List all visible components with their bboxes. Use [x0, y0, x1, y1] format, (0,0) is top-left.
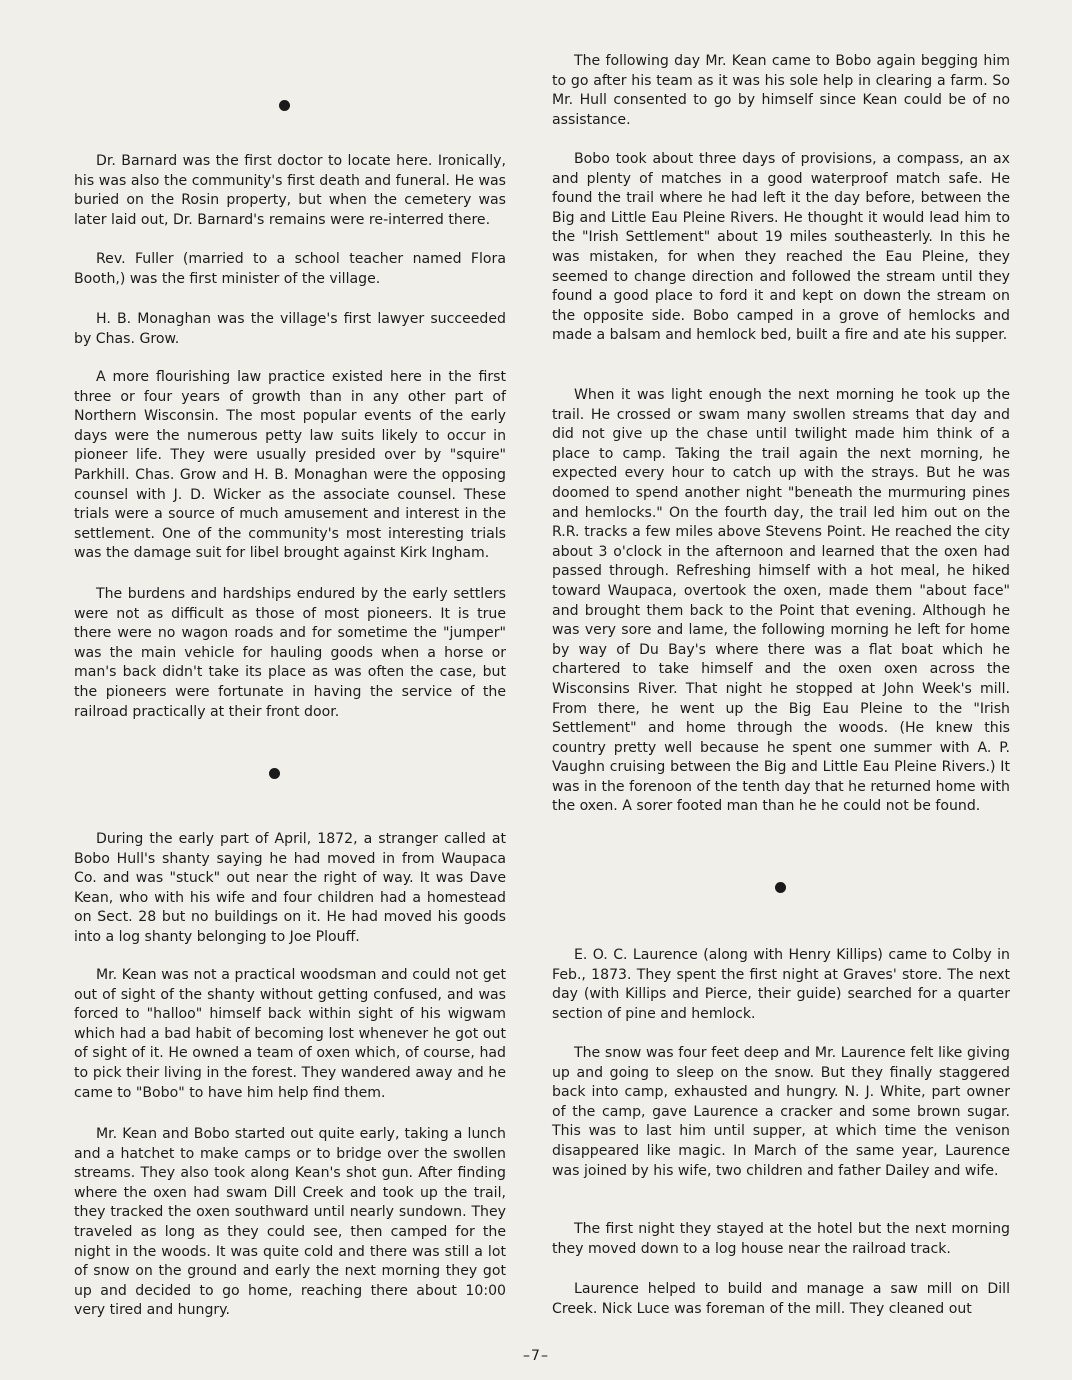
paragraph: H. B. Monaghan was the village's first lawyer succeeded by Chas. Grow.	[74, 311, 506, 347]
paragraph: A more flourishing law practice existed here in the first three or four years of growth than in any other part of Northern Wisconsin. The most popular events of the early days were the numerous petty law suits likely to occur in pioneer life. They were usually presided over by "squire" Parkhill. Chas. Grow and H. B. Monaghan were the opposing counsel with J. D. Wicker as the associate counsel. These trials were a source of much amusement and interest in the settlement. One of the community's most interesting trials was the damage suit for libel brought against Kirk Ingham.	[74, 369, 506, 562]
paragraph: The snow was four feet deep and Mr. Laurence felt like giving up and going to sleep on the snow. But they finally staggered back into camp, exhausted and hungry. N. J. White, part owner of the camp, gave Laurence a cracker and some brown sugar. This was to last him until supper, at which time the venison disappeared like magic. In March of the same year, Laurence was joined by his wife, two children and father Dailey and wife.	[552, 1045, 1010, 1179]
paragraph: The following day Mr. Kean came to Bobo again begging him to go after his team as it was his sole help in clearing a farm. So Mr. Hull consented to go by himself since Kean could be of no assistance.	[552, 53, 1010, 128]
paragraph: When it was light enough the next morning he took up the trail. He crossed or swam many swollen streams that day and did not give up the chase until twilight made him think of a place to camp. Taking the trail again the next morning, he expected every hour to catch up with the strays. But he was doomed to spend another night "beneath the murmuring pines and hemlocks." On the fourth day, the trail led him out on the R.R. tracks a few miles above Stevens Point. He reached the city about 3 o'clock in the afternoon and learned that the oxen had passed through. Refreshing himself with a hot meal, he hiked toward Waupaca, overtook the oxen, made them "about face" and brought them back to the Point that evening. Although he was very sore and lame, the following morning he left for home by way of Du Bay's where there was a flat boat which he chartered to take himself and the oxen oxen across the Wisconsins River. That night he stopped at John Week's mill. From there, he went up the Big Eau Pleine to the "Irish Settlement" and home through the woods. (He knew this country pretty well because he spent one summer with A. P. Vaughn cruising between the Big and Little Eau Pleine Rivers.) It was in the forenoon of the tenth day that he returned home with the oxen. A sorer footed man than he he could not be found.	[552, 387, 1010, 815]
paragraph: The first night they stayed at the hotel but the next morning they moved down to a log house near the railroad track.	[552, 1221, 1010, 1257]
paragraph: Rev. Fuller (married to a school teacher named Flora Booth,) was the first minister of the village.	[74, 251, 506, 287]
paragraph: Dr. Barnard was the first doctor to locate here. Ironically, his was also the community's first death and funeral. He was buried on the Rosin property, but when the cemetery was later laid out, Dr. Barnard's remains were re-interred there.	[74, 153, 506, 228]
section-bullet	[269, 768, 280, 779]
section-bullet	[279, 100, 290, 111]
page-number: –7–	[523, 1348, 549, 1364]
paragraph: Mr. Kean and Bobo started out quite early, taking a lunch and a hatchet to make camps or to bridge over the swollen streams. They also took along Kean's shot gun. After finding where the oxen had swam Dill Creek and took up the trail, they tracked the oxen southward until nearly sundown. They traveled as long as they could see, then camped for the night in the woods. It was quite cold and there was still a lot of snow on the ground and early the next morning they got up and decided to go home, reaching there about 10:00 very tired and hungry.	[74, 1126, 506, 1319]
section-bullet	[775, 882, 786, 893]
paragraph: E. O. C. Laurence (along with Henry Killips) came to Colby in Feb., 1873. They spent the first night at Graves' store. The next day (with Killips and Pierce, their guide) searched for a quarter section of pine and hemlock.	[552, 947, 1010, 1022]
paragraph: Bobo took about three days of provisions, a compass, an ax and plenty of matches in a good waterproof match safe. He found the trail where he had left it the day before, between the Big and Little Eau Pleine Rivers. He thought it would lead him to the "Irish Settlement" about 19 miles southeasterly. In this he was mistaken, for when they reached the Eau Pleine, they seemed to change direction and followed the stream until they found a good place to ford it and kept on down the stream on the opposite side. Bobo camped in a grove of hemlocks and made a balsam and hemlock bed, built a fire and ate his supper.	[552, 151, 1010, 344]
paragraph: The burdens and hardships endured by the early settlers were not as difficult as those of most pioneers. It is true there were no wagon roads and for sometime the "jumper" was the main vehicle for hauling goods when a horse or man's back didn't take its place as was often the case, but the pioneers were fortunate in having the service of the railroad practically at their front door.	[74, 586, 506, 720]
paragraph: During the early part of April, 1872, a stranger called at Bobo Hull's shanty saying he had moved in from Waupaca Co. and was "stuck" out near the right of way. It was Dave Kean, who with his wife and four children had a homestead on Sect. 28 but no buildings on it. He had moved his goods into a log shanty belonging to Joe Plouff.	[74, 831, 506, 945]
paragraph: Mr. Kean was not a practical woodsman and could not get out of sight of the shanty without getting confused, and was forced to "halloo" himself back within sight of his wigwam which had a bad habit of becoming lost whenever he got out of sight of it. He owned a team of oxen which, of course, had to pick their living in the forest. They wandered away and he came to "Bobo" to have him help find them.	[74, 967, 506, 1101]
paragraph: Laurence helped to build and manage a saw mill on Dill Creek. Nick Luce was foreman of the mill. They cleaned out	[552, 1281, 1010, 1317]
